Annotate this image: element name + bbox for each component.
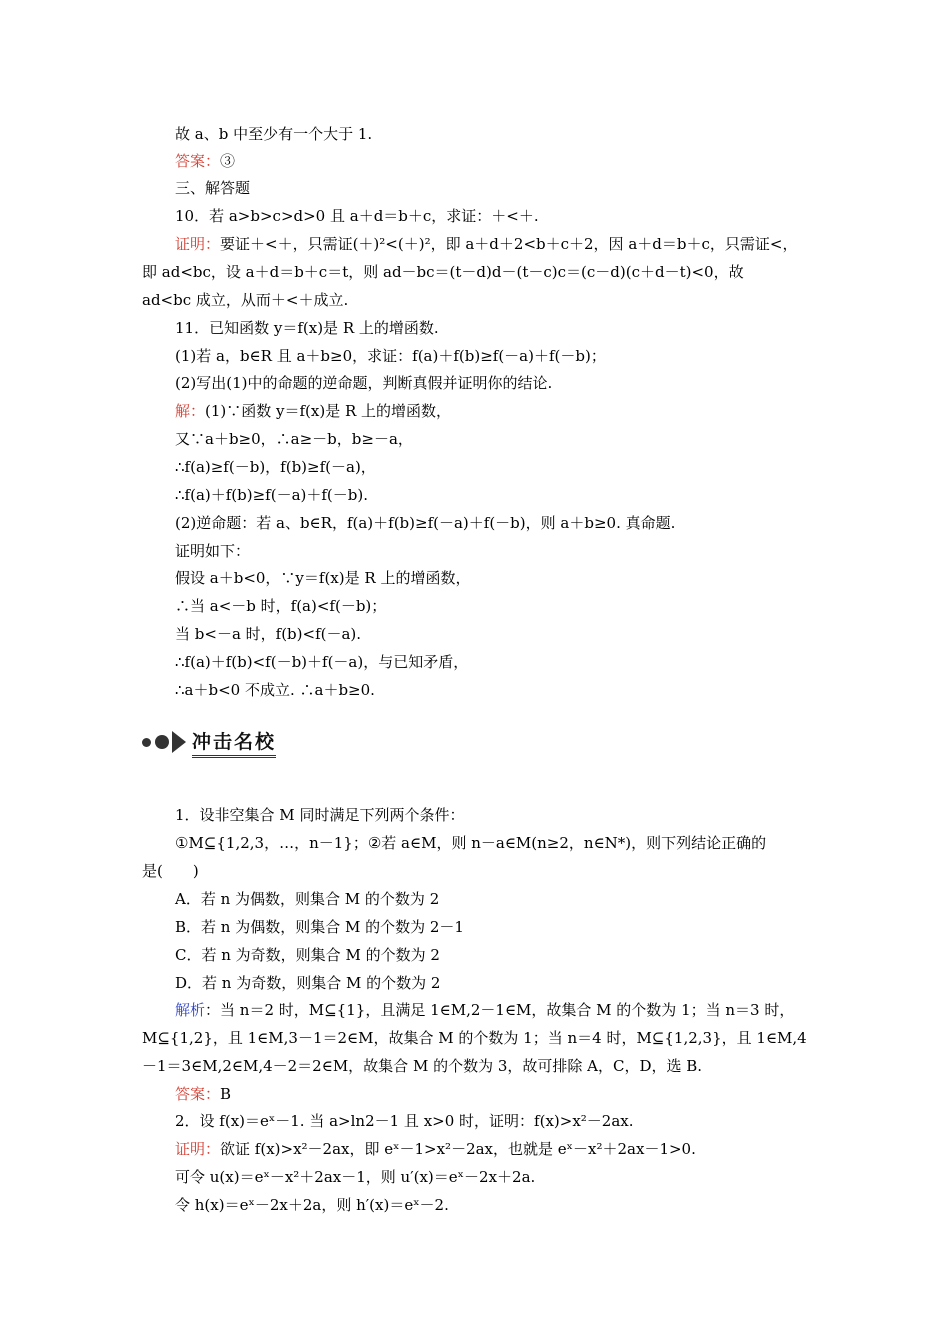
section-heading: 三、解答题 [175,179,251,197]
option-c: C．若 n 为奇数，则集合 M 的个数为 2 [175,946,440,964]
option-a: A．若 n 为偶数，则集合 M 的个数为 2 [175,890,440,908]
answer-label: 答案： [175,1085,221,1103]
text-line: (2)逆命题：若 a、b∈R，f(a)＋f(b)≥f(－a)＋f(－b)，则 a＋b≥0. 真命题. [175,514,676,532]
text-line: M⊆{1,2}，且 1∈M,3－1＝2∈M，故集合 M 的个数为 1；当 n＝4 时，M⊆{1,2,3}，且 1∈M,4 [142,1029,807,1047]
text-line: ∴f(a)≥f(－b)，f(b)≥f(－a)， [175,458,376,476]
text-line: 假设 a＋b<0，∵y＝f(x)是 R 上的增函数， [175,569,471,587]
bullet-dot-icon [142,738,151,747]
arrow-right-icon [172,731,186,753]
text-line: 可令 u(x)＝eˣ－x²＋2ax－1，则 u′(x)＝eˣ－2x＋2a. [175,1168,536,1186]
analysis-label: 解析 [175,1001,206,1019]
text-line: (2)写出(1)中的命题的逆命题，判断真假并证明你的结论. [175,374,553,392]
proof-label: 证明： [175,235,221,253]
answer-line: 答案：③ [175,152,236,170]
proof-line: 证明：要证＋<＋，只需证(＋)²<(＋)²，即 a＋d＋2<b＋c＋2，因 a＋d＝b＋c，只需证<， [175,235,798,253]
problem-1: 1．设非空集合 M 同时满足下列两个条件： [175,806,465,824]
text-line: ∴a＋b<0 不成立. ∴a＋b≥0. [175,681,375,699]
solution-line: 解：(1)∵函数 y＝f(x)是 R 上的增函数， [175,402,452,420]
text-line: ∴f(a)＋f(b)≥f(－a)＋f(－b). [175,486,368,504]
text-line: ∴f(a)＋f(b)<f(－b)＋f(－a)，与已知矛盾， [175,653,469,671]
option-b: B．若 n 为偶数，则集合 M 的个数为 2－1 [175,918,464,936]
text-line: (1)若 a，b∈R 且 a＋b≥0，求证：f(a)＋f(b)≥f(－a)＋f(－b)； [175,347,606,365]
text-line: 又∵a＋b≥0，∴a≥－b，b≥－a， [175,430,413,448]
text-line: 故 a、b 中至少有一个大于 1. [175,125,373,143]
text-line: 当 b<－a 时，f(b)<f(－a). [175,625,362,643]
proof-label: 证明： [175,1140,221,1158]
bullet-dot-icon [155,735,169,749]
answer-label: 答案： [175,152,221,170]
problem-10: 10．若 a>b>c>d>0 且 a＋d＝b＋c，求证：＋<＋. [175,207,539,225]
text-line: 证明如下： [175,542,251,560]
banner-title: 冲击名校 [192,727,276,758]
analysis-line: 解析：当 n＝2 时，M⊆{1}，且满足 1∈M,2－1∈M，故集合 M 的个数为 1；当 n＝3 时， [175,1001,795,1019]
section-banner [142,729,276,755]
solution-label: 解： [175,402,206,420]
text-line: ①M⊆{1,2,3，…，n－1}；②若 a∈M，则 n－a∈M(n≥2，n∈N*)，则下列结论正确的 [175,834,767,852]
problem-2: 2．设 f(x)＝eˣ－1. 当 a>ln2－1 且 x>0 时，证明：f(x)>x²－2ax. [175,1112,634,1130]
text-line: 即 ad<bc，设 a＋d＝b＋c＝t，则 ad－bc＝(t－d)d－(t－c)c＝(c－d)(c＋d－t)<0，故 [142,263,744,281]
answer-line: 答案：B [175,1085,232,1103]
text-line: ad<bc 成立，从而＋<＋成立. [142,291,349,309]
text-line: －1＝3∈M,2∈M,4－2＝2∈M，故集合 M 的个数为 3，故可排除 A，C，D，选 B. [142,1057,703,1075]
problem-11: 11．已知函数 y＝f(x)是 R 上的增函数. [175,319,439,337]
text-line: 是( ) [142,862,199,880]
text-line: ∴当 a<－b 时，f(a)<f(－b)； [175,597,387,615]
proof-line: 证明：欲证 f(x)>x²－2ax，即 eˣ－1>x²－2ax，也就是 eˣ－x²＋2ax－1>0. [175,1140,696,1158]
text-line: 令 h(x)＝eˣ－2x＋2a，则 h′(x)＝eˣ－2. [175,1196,449,1214]
option-d: D．若 n 为奇数，则集合 M 的个数为 2 [175,974,441,992]
